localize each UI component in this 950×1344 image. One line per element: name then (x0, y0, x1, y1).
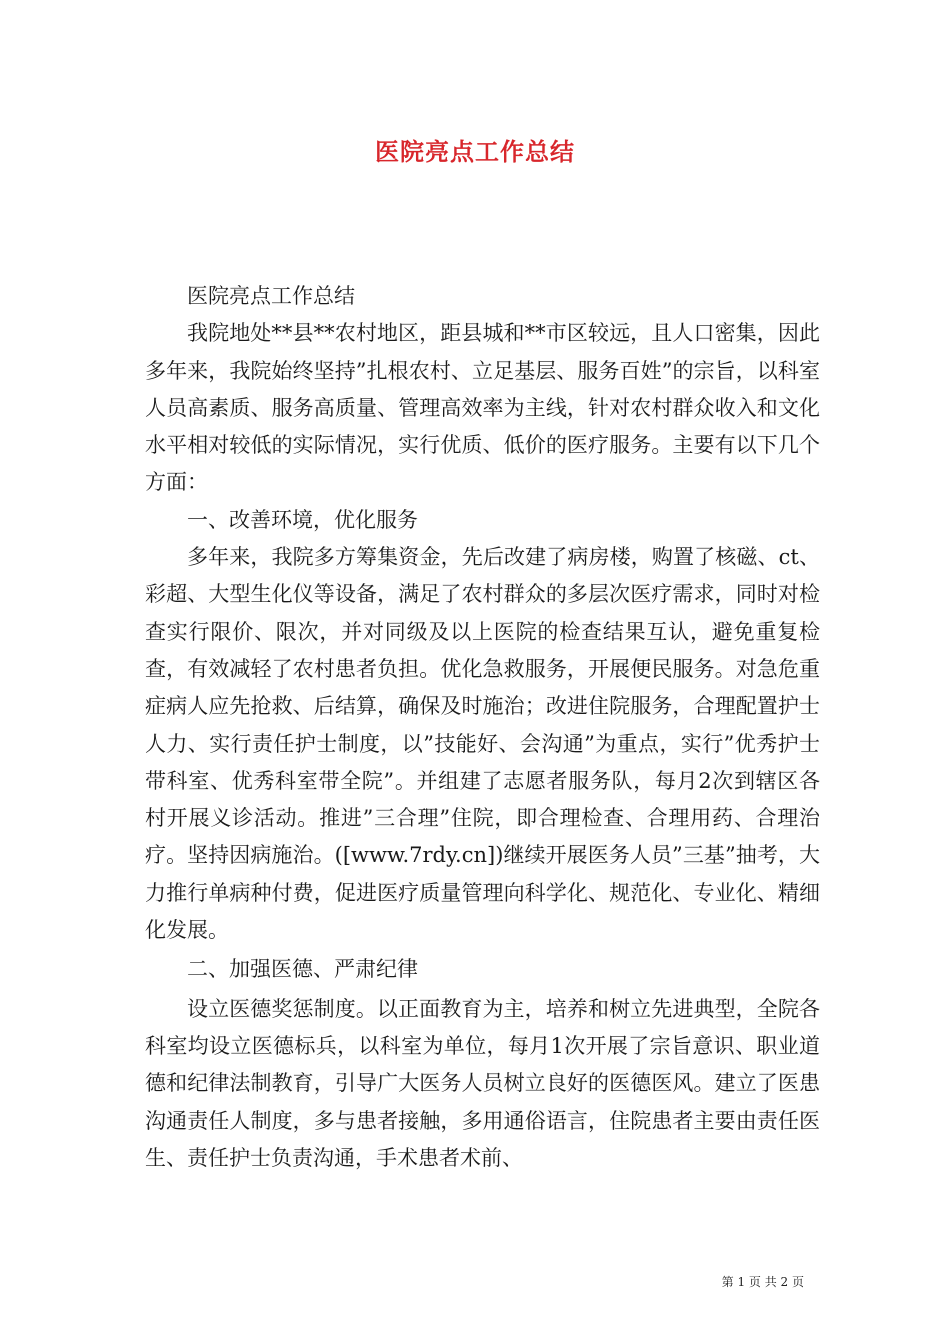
section-heading-2: 二、加强医德、严肃纪律 (187, 957, 418, 982)
section-heading-1: 一、改善环境，优化服务 (187, 507, 418, 532)
document-title: 医院亮点工作总结 (375, 137, 575, 166)
document-body (145, 278, 820, 1177)
paragraph-section-1: 多年来，我院多方筹集资金，先后改建了病房楼，购置了核磁、ct、彩超、大型生化仪等设备，满足了农村群众的多层次医疗需求，同时对检查实行限价、限次，并对同级及以上医院的检查结果互认，避免重复检查，有效减轻了农村患者负担。优化急救服务，开展便民服务。对急危重症病人应先抢救、后结算，确保及时施治；改进住院服务，合理配置护士人力、实行责任护士制度，以”技能好、会沟通”为重点，实行”优秀护士带科室、优秀科室带全院”。并组建了志愿者服务队，每月2次到辖区各村开展义诊活动。推进”三合理”住院，即合理检查、合理用药、合理治疗。坚持因病施治。([www.7rdy.cn])继续开展医务人员”三基”抽考，大力推行单病种付费，促进医疗质量管理向科学化、规范化、专业化、精细化发展。 (145, 545, 820, 943)
paragraph-intro: 我院地处**县**农村地区，距县城和**市区较远，且人口密集，因此多年来，我院始终坚持”扎根农村、立足基层、服务百姓”的宗旨，以科室人员高素质、服务高质量、管理高效率为主线，针对农村群众收入和文化水平相对较低的实际情况，实行优质、低价的医疗服务。主要有以下几个方面： (145, 321, 820, 495)
paragraph-section-2: 设立医德奖惩制度。以正面教育为主，培养和树立先进典型，全院各科室均设立医德标兵，以科室为单位，每月1次开展了宗旨意识、职业道德和纪律法制教育，引导广大医务人员树立良好的医德医风。建立了医患沟通责任人制度，多与患者接触，多用通俗语言，住院患者主要由责任医生、责任护士负责沟通，手术患者术前、 (145, 996, 820, 1170)
page-footer: 第 1 页 共 2 页 (721, 1275, 804, 1289)
paragraph-heading: 医院亮点工作总结 (187, 284, 355, 308)
